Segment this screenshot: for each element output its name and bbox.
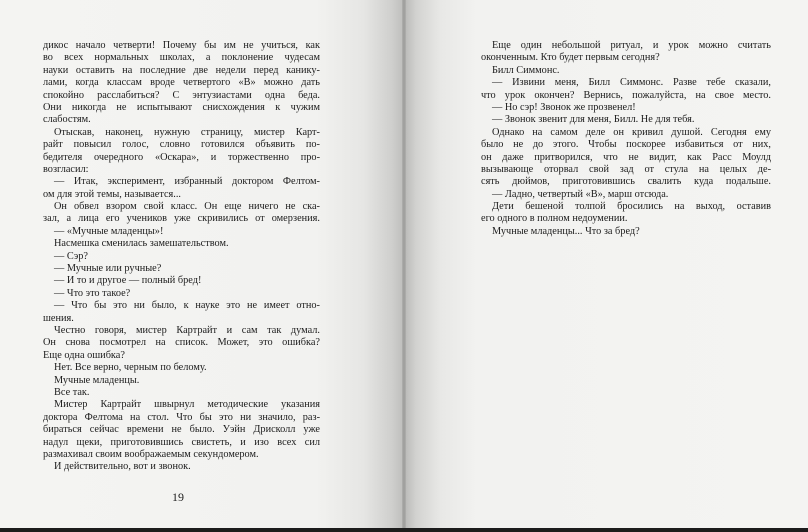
text-line: — Что это такое?: [54, 287, 131, 299]
text-line: размахивал своим воображаемым секундомером.: [43, 448, 259, 460]
text-line: Отыскав, наконец, нужную страницу, мистер Карт-: [54, 126, 320, 138]
text-line: Он снова посмотрел на список. Может, это ошибка?: [43, 337, 320, 349]
text-line: Они никогда не испытывают снисхождения к чужим: [43, 101, 320, 113]
text-line: райт повысил голос, словно готовился объявить по-: [43, 139, 320, 151]
text-line: Дети бешеной толпой бросились на выход, оставив: [492, 201, 771, 213]
text-line: шения.: [43, 312, 74, 324]
text-line: было не до этого. Чтобы поскорее избавиться от них,: [481, 139, 771, 151]
text-line: — Но сэр! Звонок же прозвенел!: [492, 101, 636, 113]
text-line: Все так.: [54, 386, 90, 398]
text-line: Насмешка сменилась замешательством.: [54, 238, 229, 250]
text-line: Еще один небольшой ритуал, и урок можно считать: [492, 40, 771, 51]
page-number: 19: [172, 490, 184, 504]
right-page-text: [481, 40, 771, 238]
text-line: И действительно, вот и звонок.: [54, 461, 191, 473]
text-line: Мучные младенцы... Что за бред?: [492, 225, 640, 237]
text-line: Он обвел взором свой класс. Он еще ничего не ска-: [54, 201, 320, 213]
left-page-text: [43, 40, 320, 474]
text-line: Нет. Все верно, черным по белому.: [54, 362, 207, 374]
text-line: — Мучные или ручные?: [54, 263, 162, 275]
text-line: во всех нормальных школах, а поклонение чудесам: [43, 52, 320, 64]
text-line: — Звонок звенит для меня, Билл. Не для тебя.: [492, 114, 695, 126]
text-line: спокойно расслабиться? С энтузиастами одна беда.: [43, 89, 320, 101]
text-line: сять дюймов, приготовившись свалить куда подальше.: [481, 176, 771, 188]
text-line: надул щеки, приготовившись свистеть, и изо всех сил: [43, 436, 320, 448]
book-spine: [402, 0, 406, 528]
text-line: его одного в полном недоумении.: [481, 213, 628, 225]
text-line: бедителя очередного «Оскара», и торжественно про-: [43, 151, 320, 163]
text-line: доктора Фелтома на стол. Что бы это ни значило, раз-: [43, 411, 320, 423]
text-line: дикос начало четверти! Почему бы им не учиться, как: [43, 40, 320, 51]
text-line: слабостям.: [43, 114, 91, 126]
text-line: — Итак, эксперимент, избранный доктором Фелтом-: [54, 176, 320, 188]
text-line: — «Мучные младенцы»!: [54, 225, 164, 237]
text-line: он даже притворился, что не видит, как Расс Моулд: [481, 151, 771, 163]
text-line: зал, а лица его учеников уже скривились от омерзения.: [43, 213, 320, 225]
text-line: что урок окончен? Вернись, пожалуйста, на свое место.: [481, 89, 771, 101]
text-line: науки оставить на последние две недели перед канику-: [43, 64, 320, 76]
text-line: — Ладно, четвертый «В», марш отсюда.: [492, 188, 669, 200]
text-line: бираться сейчас времени не было. Уэйн Дрисколл уже: [43, 424, 320, 436]
left-page: [0, 0, 404, 528]
text-line: Мучные младенцы.: [54, 374, 140, 386]
text-line: — Сэр?: [54, 250, 89, 262]
text-line: Мистер Картрайт швырнул методические указания: [54, 399, 320, 411]
text-line: ом для этой темы, называется...: [43, 188, 181, 200]
text-line: оконченным. Кто будет первым сегодня?: [481, 52, 660, 64]
text-line: — Что бы это ни было, к науке это не имеет отно-: [54, 300, 320, 312]
text-line: — И то и другое — полный бред!: [54, 275, 202, 287]
text-line: Однако на самом деле он кривил душой. Сегодня ему: [492, 126, 771, 138]
text-line: Еще одна ошибка?: [43, 349, 125, 361]
text-line: — Извини меня, Билл Симмонс. Разве тебе сказали,: [492, 77, 771, 89]
text-line: Билл Симмонс.: [492, 64, 560, 76]
text-line: вызывающе оторвал свой зад от стула на целых де-: [481, 163, 771, 175]
text-line: Честно говоря, мистер Картрайт и сам так думал.: [54, 324, 320, 336]
text-line: возгласил:: [43, 163, 89, 175]
text-line: лами, когда классам вроде четвертого «В» можно дать: [43, 77, 320, 89]
bottom-edge: [0, 528, 808, 532]
right-page: [404, 0, 808, 528]
